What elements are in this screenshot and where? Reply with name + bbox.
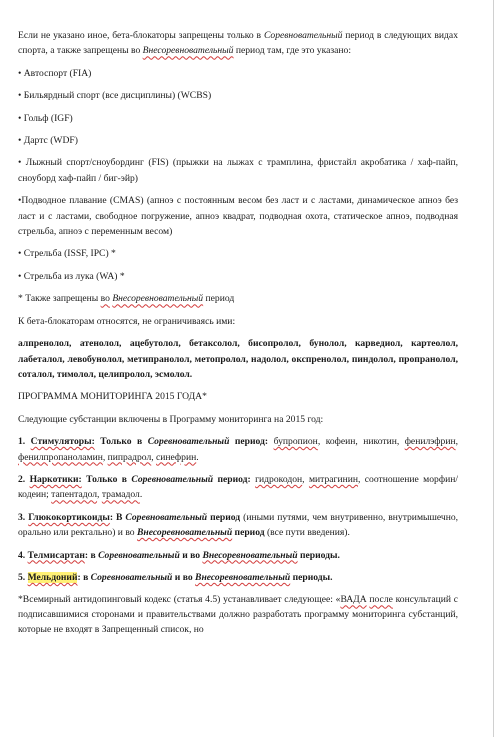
monitor-item-stimulants: 1. Стимуляторы: Только в Соревновательный период: бупропион, кофеин, никотин, фенилэфрин, фенилпропаноламин, пипрадрол, синефрин. [18,436,458,463]
list-item: • Дартс (WDF) [18,135,78,147]
footnote-line: * Также запрещены во Внесоревновательный период [18,293,235,305]
monitor-item-glucocorticoids: 3. Глюкокортикоиды: В Соревновательный период (иными путями, чем внутривенно, внутримышечно, орально или ректально) и во Внесоревновательный период (все пути введения). [18,511,459,539]
beta-intro: К бета-блокаторам относятся, не ограничиваясь ими: [18,315,236,327]
intro-paragraph: Если не указано иное, бета-блокаторы запрещены только в Соревновательный период в следующих видах спорта, а также запрещены во Внесоревновательный период там, где это указано: [18,30,458,57]
wada-note: *Всемирный антидопинговый кодекс (статья 4.5) устанавливает следующее: «ВАДА после консультаций с подписавшимися сторонами и правительствами должно разработать программу мониторинга субстанций, которые не входят в Запрещенный список, но [18,594,458,636]
program-title: ПРОГРАММА МОНИТОРИНГА 2015 ГОДА* [18,391,207,403]
program-intro: Следующие субстанции включены в Программу мониторинга на 2015 год: [18,413,324,425]
list-item: • Бильярдный спорт (все дисциплины) (WCBS) [18,90,212,102]
monitor-item-telmisartan: 4. Телмисартан: в Соревновательный и во Внесоревновательный периоды. [18,549,340,561]
list-item: • Лыжный спорт/сноубординг (FIS) (прыжки на лыжах с трамплина, фристайл акробатика / хаф-пайп, сноуборд хаф-пайп / биг-эйр) [18,157,458,184]
monitor-item-meldonium: 5. Мельдоний: в Соревновательный и во Внесоревновательный периоды. [18,571,333,583]
list-item: • Стрельба из лука (WA) * [18,270,125,282]
list-item: • Гольф (IGF) [18,112,73,124]
beta-blocker-list: алпренолол, атенолол, ацебутолол, бетаксолол, бисопролол, бунолол, карведиол, картеолол, лабеталол, левобунолол, метипранолол, метопролол, надолол, окспренолол, пиндолол, пропранолол, соталол, тимолол, целипролол, эсмолол. [18,338,458,380]
list-item: •Подводное плавание (CMAS) (апноэ с постоянным весом без ласт и с ластами, динамическое апноэ без ласт и с ластами, свободное погружение, апноэ квадрат, подводная охота, статическое апноэ, подводная стрельба, апноэ с переменным весом) [18,195,458,238]
monitor-item-narcotics: 2. Наркотики: Только в Соревновательный период: гидрокодон, митрагинин, соотношение морфин/кодеин; тапентадол, трамадол. [18,473,458,501]
list-item: • Автоспорт (FIA) [18,67,92,79]
list-item: • Стрельба (ISSF, IPC) * [18,248,116,260]
document-body [18,28,458,644]
